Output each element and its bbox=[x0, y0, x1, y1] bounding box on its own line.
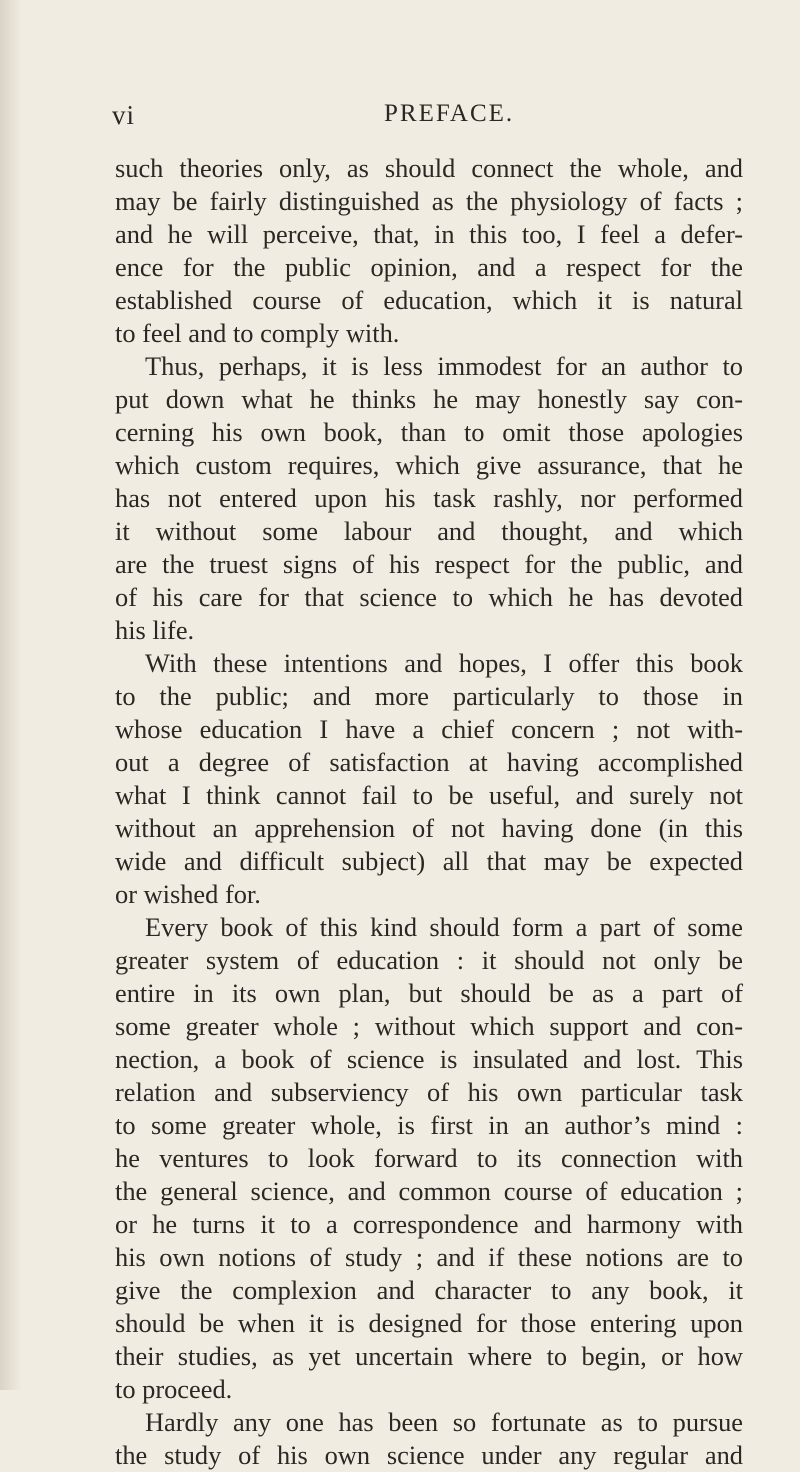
text-line: may be fairly distinguished as the physiology of facts ; bbox=[115, 186, 743, 216]
text-line: or he turns it to a correspondence and harmony with bbox=[115, 1209, 743, 1239]
text-line: entire in its own plan, but should be as a part of bbox=[115, 978, 743, 1008]
text-line: and he will perceive, that, in this too, I feel a defer- bbox=[115, 219, 743, 249]
text-line: are the truest signs of his respect for the public, and bbox=[115, 549, 743, 579]
text-line: to some greater whole, is first in an author’s mind : bbox=[115, 1110, 743, 1140]
text-line: the study of his own science under any regular and bbox=[115, 1440, 743, 1470]
text-line: his own notions of study ; and if these notions are to bbox=[115, 1242, 743, 1272]
text-line: what I think cannot fail to be useful, and surely not bbox=[115, 780, 743, 810]
text-line: which custom requires, which give assurance, that he bbox=[115, 450, 743, 480]
text-line: cerning his own book, than to omit those apologies bbox=[115, 417, 743, 447]
running-title: PREFACE. bbox=[384, 100, 515, 127]
page-edge-shadow bbox=[0, 0, 22, 1390]
text-line: greater system of education : it should not only be bbox=[115, 945, 743, 975]
body-text bbox=[115, 152, 743, 1472]
text-line: to feel and to comply with. bbox=[115, 318, 400, 348]
text-line: he ventures to look forward to its connection with bbox=[115, 1143, 743, 1173]
text-line: Every book of this kind should form a part of some bbox=[145, 912, 743, 942]
text-line: the general science, and common course of education ; bbox=[115, 1176, 743, 1206]
text-line: some greater whole ; without which support and con- bbox=[115, 1011, 743, 1041]
text-line: Thus, perhaps, it is less immodest for an author to bbox=[145, 351, 743, 381]
text-line: his life. bbox=[115, 615, 195, 645]
text-line: should be when it is designed for those entering upon bbox=[115, 1308, 743, 1338]
page-number: vi bbox=[112, 100, 136, 130]
text-line: put down what he thinks he may honestly say con- bbox=[115, 384, 743, 414]
page-header bbox=[112, 100, 740, 140]
text-line: relation and subserviency of his own particular task bbox=[115, 1077, 743, 1107]
text-line: established course of education, which it is natural bbox=[115, 285, 743, 315]
text-line: out a degree of satisfaction at having accomplished bbox=[115, 747, 743, 777]
text-line: to proceed. bbox=[115, 1374, 233, 1404]
text-line: give the complexion and character to any book, it bbox=[115, 1275, 743, 1305]
text-line: without an apprehension of not having done (in this bbox=[115, 813, 743, 843]
text-line: has not entered upon his task rashly, nor performed bbox=[115, 483, 743, 513]
text-line: to the public; and more particularly to those in bbox=[115, 681, 743, 711]
text-line: Hardly any one has been so fortunate as to pursue bbox=[145, 1407, 743, 1437]
text-line: their studies, as yet uncertain where to begin, or how bbox=[115, 1341, 743, 1371]
text-line: whose education I have a chief concern ; not with- bbox=[115, 714, 743, 744]
text-line: With these intentions and hopes, I offer this book bbox=[145, 648, 743, 678]
text-line: nection, a book of science is insulated and lost. This bbox=[115, 1044, 743, 1074]
text-line: or wished for. bbox=[115, 879, 261, 909]
text-line: it without some labour and thought, and which bbox=[115, 516, 743, 546]
text-line: of his care for that science to which he has devoted bbox=[115, 582, 743, 612]
text-line: wide and difficult subject) all that may be expected bbox=[115, 846, 743, 876]
text-line: ence for the public opinion, and a respect for the bbox=[115, 252, 743, 282]
text-line: such theories only, as should connect the whole, and bbox=[115, 153, 743, 183]
